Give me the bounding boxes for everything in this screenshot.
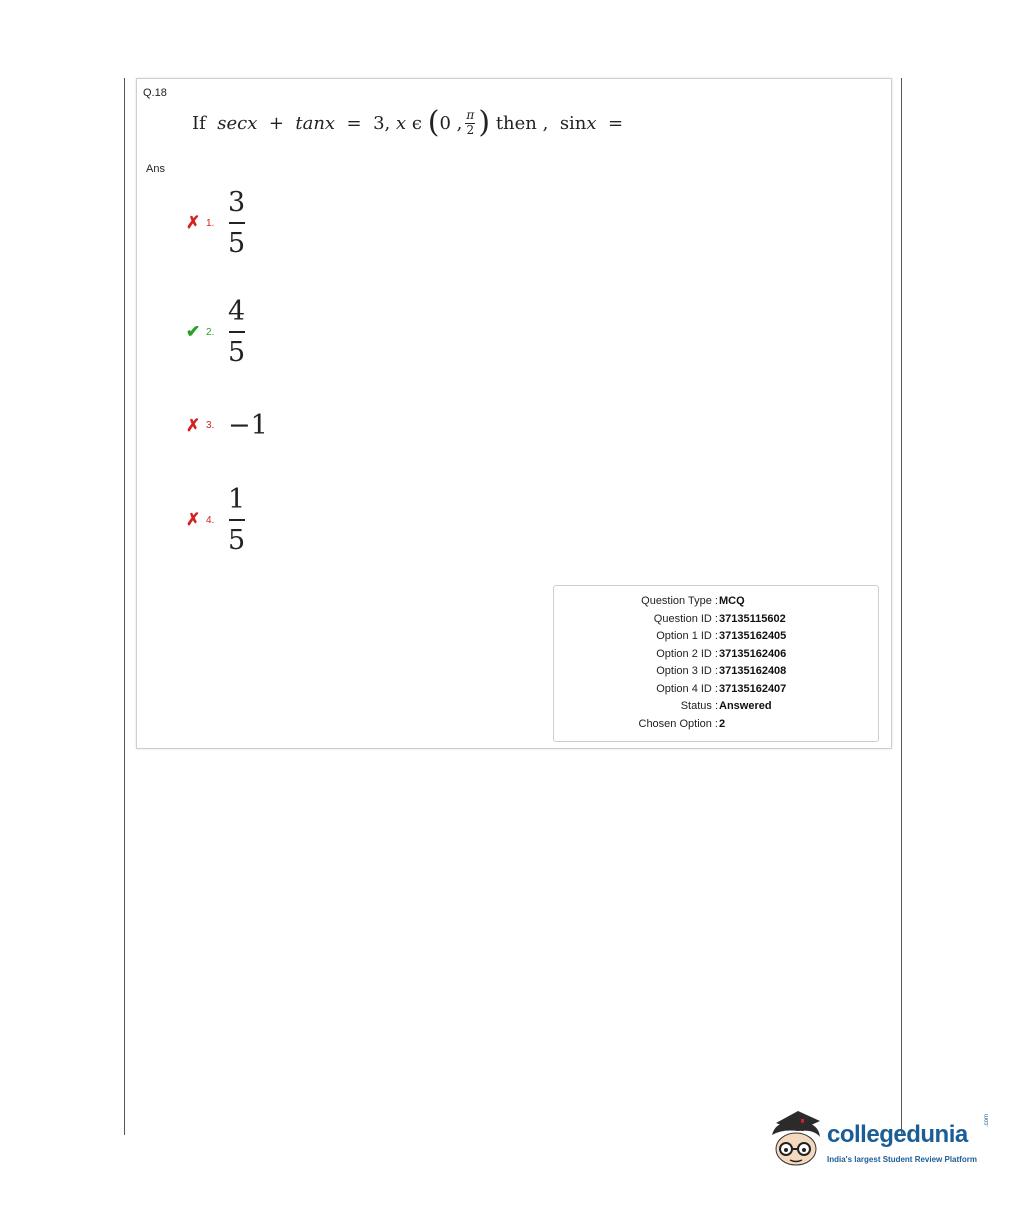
q-sin: sin xyxy=(559,112,587,134)
q-rhs: 3, xyxy=(373,112,391,134)
fraction-bar xyxy=(229,519,245,521)
cross-icon: ✗ xyxy=(186,510,201,530)
brand-tagline: India's largest Student Review Platform xyxy=(827,1155,977,1164)
q-prefix: If xyxy=(192,112,206,134)
fraction-bar xyxy=(229,331,245,333)
option-3[interactable] xyxy=(186,410,268,441)
check-icon: ✔ xyxy=(186,322,201,342)
info-label: Question Type : xyxy=(641,595,718,607)
q-eq: = xyxy=(346,112,362,134)
option-4[interactable] xyxy=(186,484,245,556)
q-var: x xyxy=(396,112,407,134)
option-number: 4. xyxy=(206,514,215,526)
q-term1: secx xyxy=(217,112,258,134)
q-zero: 0 xyxy=(439,112,451,134)
ans-label: Ans xyxy=(146,163,165,175)
info-row-option2-id xyxy=(554,648,878,665)
info-row-question-type xyxy=(554,595,878,612)
info-label: Option 1 ID : xyxy=(656,630,718,642)
option-2[interactable] xyxy=(186,296,245,368)
option-number: 3. xyxy=(206,420,215,431)
q-sinvar: x xyxy=(586,112,597,134)
option-fraction xyxy=(228,484,245,556)
info-row-option3-id xyxy=(554,665,878,682)
question-text xyxy=(192,105,624,140)
q-in: ϵ xyxy=(411,112,422,134)
q-pi-over-2 xyxy=(465,109,475,136)
option-fraction xyxy=(228,296,245,368)
q-term2: tanx xyxy=(295,112,336,134)
denominator: 5 xyxy=(228,525,246,557)
q-comma2: , xyxy=(542,112,549,134)
q-pi: π xyxy=(466,108,475,123)
info-row-status xyxy=(554,700,878,717)
info-value: 37135162405 xyxy=(719,630,787,642)
cross-icon: ✗ xyxy=(186,213,201,233)
info-row-option1-id xyxy=(554,630,878,647)
mascot-icon xyxy=(768,1105,826,1175)
info-label: Chosen Option : xyxy=(638,717,718,730)
numerator: 1 xyxy=(228,484,246,515)
denominator: 5 xyxy=(228,228,246,260)
brand-part-a: collegedun xyxy=(827,1121,949,1148)
info-value: MCQ xyxy=(719,595,745,607)
page-border-left xyxy=(124,78,125,1135)
info-value: Answered xyxy=(719,700,772,712)
option-number: 1. xyxy=(206,217,215,229)
info-row-question-id xyxy=(554,613,878,630)
info-label: Option 2 ID : xyxy=(656,647,718,660)
q-rparen: ) xyxy=(478,105,491,140)
info-label: Option 3 ID : xyxy=(656,665,718,677)
info-label: Status : xyxy=(680,700,718,712)
numerator: 3 xyxy=(228,187,246,218)
info-value: 37135162407 xyxy=(719,682,787,695)
info-value: 2 xyxy=(719,717,726,730)
fraction-bar xyxy=(229,222,245,224)
option-fraction xyxy=(228,187,245,259)
q-plus: + xyxy=(268,112,284,134)
question-info-box xyxy=(553,585,879,742)
brand-part-b: ia xyxy=(948,1121,968,1148)
denominator: 5 xyxy=(228,337,246,369)
question-number: Q.18 xyxy=(143,87,167,99)
info-row-option4-id xyxy=(554,683,878,700)
info-value: 37135162406 xyxy=(719,647,787,660)
brand-name xyxy=(827,1121,968,1149)
info-label: Option 4 ID : xyxy=(656,682,718,695)
option-number: 2. xyxy=(206,326,215,338)
q-eq2: = xyxy=(608,112,624,134)
info-row-chosen-option xyxy=(554,718,878,735)
page-border-right xyxy=(901,78,902,1135)
cross-icon: ✗ xyxy=(186,415,201,435)
q-then: then xyxy=(495,112,537,134)
brand-com: .com xyxy=(984,1113,990,1127)
option-value: −1 xyxy=(228,410,268,441)
option-1[interactable] xyxy=(186,187,245,259)
numerator: 4 xyxy=(228,296,246,327)
info-value: 37135162408 xyxy=(719,665,787,677)
q-two: 2 xyxy=(466,122,475,137)
info-label: Question ID : xyxy=(653,612,718,625)
collegedunia-logo[interactable] xyxy=(768,1105,994,1175)
info-value: 37135115602 xyxy=(719,612,786,625)
q-comma: , xyxy=(456,112,463,134)
q-lparen: ( xyxy=(427,105,440,140)
